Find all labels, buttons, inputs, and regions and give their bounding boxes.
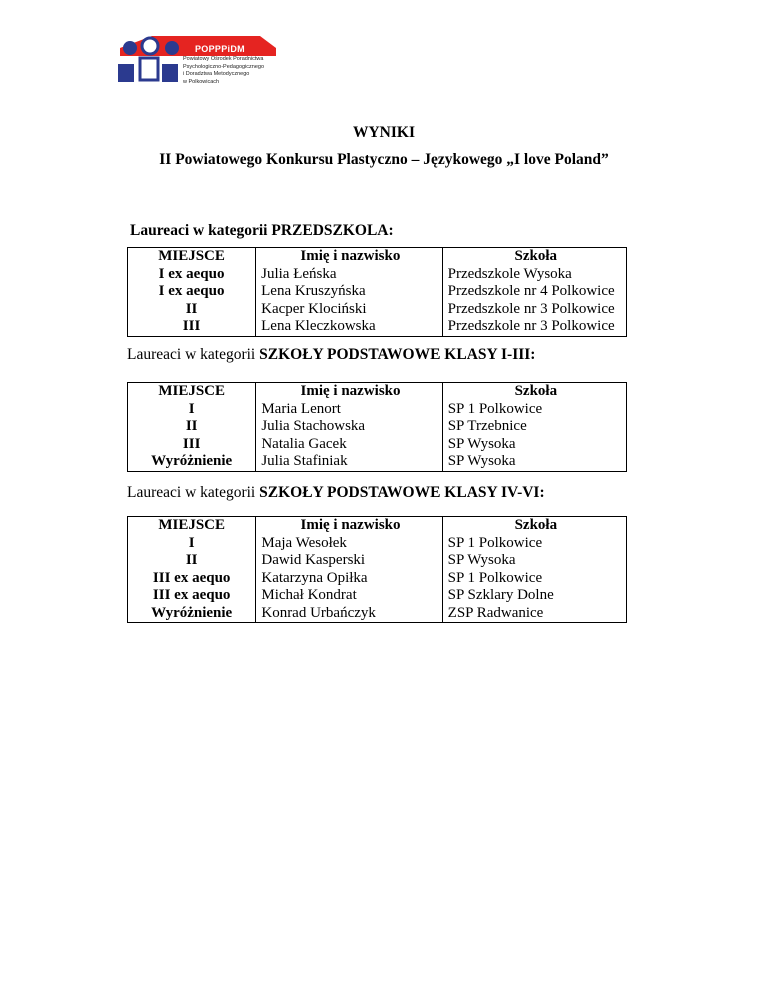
section-heading-category: PRZEDSZKOLA: (271, 222, 394, 239)
cell-place: III (128, 318, 256, 336)
results-table-grades-1-3 (127, 382, 627, 472)
section-heading-prefix: Laureaci w kategorii (130, 222, 272, 239)
section-heading-prefix: Laureaci w kategorii (127, 346, 260, 363)
table-row (128, 436, 627, 454)
header-name: Imię i nazwisko (256, 517, 442, 535)
table-row (128, 535, 627, 553)
cell-school: Przedszkole nr 4 Polkowice (442, 283, 626, 301)
table-row (128, 587, 627, 605)
logo-figure-head-right (165, 41, 179, 55)
cell-place: III ex aequo (128, 587, 256, 605)
cell-school: SP Szklary Dolne (442, 587, 626, 605)
cell-name: Kacper Klociński (256, 301, 442, 319)
logo-caption-line: i Doradztwa Metodycznego (183, 71, 250, 77)
header-school: Szkoła (442, 248, 626, 266)
table-row (128, 266, 627, 284)
document-title: WYNIKI (352, 124, 415, 141)
cell-place: Wyróżnienie (128, 453, 256, 471)
section-heading-grades-4-6 (127, 484, 545, 502)
cell-name: Julia Stafiniak (256, 453, 442, 471)
cell-place: Wyróżnienie (128, 605, 256, 623)
cell-name: Julia Łeńska (256, 266, 442, 284)
logo-block-left (118, 64, 134, 82)
cell-name: Lena Kruszyńska (256, 283, 442, 301)
table-header-row (128, 383, 627, 401)
cell-place: I ex aequo (128, 283, 256, 301)
logo-figure-head-left (123, 41, 137, 55)
table-row (128, 318, 627, 336)
header-name: Imię i nazwisko (256, 383, 442, 401)
table-row (128, 283, 627, 301)
header-place: MIEJSCE (128, 517, 256, 535)
cell-school: ZSP Radwanice (442, 605, 626, 623)
cell-name: Maja Wesołek (256, 535, 442, 553)
cell-place: III ex aequo (128, 570, 256, 588)
cell-place: I (128, 535, 256, 553)
cell-place: I ex aequo (128, 266, 256, 284)
header-place: MIEJSCE (128, 383, 256, 401)
logo-brand-text: POPPPiDM (195, 44, 245, 54)
header-name: Imię i nazwisko (256, 248, 442, 266)
cell-school: Przedszkole nr 3 Polkowice (442, 318, 626, 336)
logo-block-middle (140, 58, 158, 80)
cell-name: Dawid Kasperski (256, 552, 442, 570)
cell-place: I (128, 401, 256, 419)
cell-school: Przedszkole nr 3 Polkowice (442, 301, 626, 319)
results-table-preschool (127, 247, 627, 337)
table-header-row (128, 517, 627, 535)
document-subtitle: II Powiatowego Konkursu Plastyczno – Językowego „I love Poland” (159, 151, 609, 168)
cell-name: Michał Kondrat (256, 587, 442, 605)
results-table-grades-4-6 (127, 516, 627, 623)
cell-place: II (128, 418, 256, 436)
table-header-row (128, 248, 627, 266)
cell-name: Lena Kleczkowska (256, 318, 442, 336)
header-place: MIEJSCE (128, 248, 256, 266)
logo-caption-line: Psychologiczno-Pedagogicznego (183, 63, 265, 70)
logo-caption-line: Powiatowy Ośrodek Poradnictwa (183, 56, 264, 62)
logo-caption-line: w Polkowicach (183, 78, 220, 85)
cell-school: SP 1 Polkowice (442, 535, 626, 553)
section-heading-grades-1-3 (127, 346, 535, 364)
cell-school: SP Wysoka (442, 552, 626, 570)
table-row (128, 301, 627, 319)
cell-school: SP Wysoka (442, 453, 626, 471)
cell-school: SP 1 Polkowice (442, 401, 626, 419)
cell-name: Konrad Urbańczyk (256, 605, 442, 623)
cell-school: SP 1 Polkowice (442, 570, 626, 588)
cell-name: Julia Stachowska (256, 418, 442, 436)
table-row (128, 570, 627, 588)
table-row (128, 418, 627, 436)
cell-name: Natalia Gacek (256, 436, 442, 454)
cell-place: III (128, 436, 256, 454)
table-row (128, 401, 627, 419)
cell-name: Maria Lenort (256, 401, 442, 419)
cell-school: SP Wysoka (442, 436, 626, 454)
header-school: Szkoła (442, 517, 626, 535)
cell-school: Przedszkole Wysoka (442, 266, 626, 284)
cell-school: SP Trzebnice (442, 418, 626, 436)
logo-block-right (162, 64, 178, 82)
table-row (128, 605, 627, 623)
cell-name: Katarzyna Opiłka (256, 570, 442, 588)
section-heading-category: SZKOŁY PODSTAWOWE KLASY IV-VI: (259, 484, 545, 501)
cell-place: II (128, 301, 256, 319)
logo-figure-head-middle (142, 38, 158, 54)
header-school: Szkoła (442, 383, 626, 401)
section-heading-prefix: Laureaci w kategorii (127, 484, 260, 501)
logo-caption (183, 56, 264, 86)
table-row (128, 552, 627, 570)
cell-place: II (128, 552, 256, 570)
table-row (128, 453, 627, 471)
section-heading-preschool (130, 222, 394, 240)
section-heading-category: SZKOŁY PODSTAWOWE KLASY I-III: (259, 346, 536, 363)
